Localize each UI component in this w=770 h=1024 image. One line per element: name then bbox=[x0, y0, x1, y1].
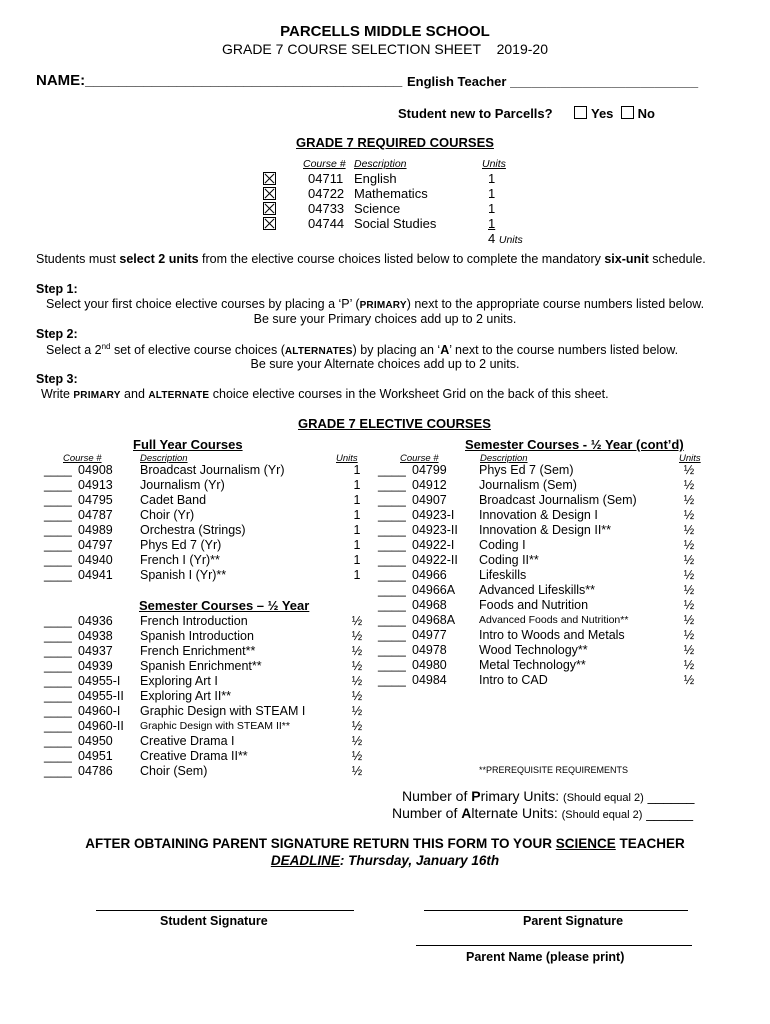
course-row bbox=[378, 673, 699, 688]
course-units: ½ bbox=[351, 734, 363, 748]
name-label: NAME: bbox=[36, 72, 86, 89]
course-row bbox=[44, 463, 364, 478]
new-student-question: Student new to Parcells? bbox=[398, 106, 553, 121]
left-col-units: Units bbox=[336, 453, 358, 464]
selection-blank[interactable]: ____ bbox=[44, 674, 72, 688]
course-code: 04923-I bbox=[412, 508, 455, 522]
course-code: 04960-II bbox=[78, 719, 124, 733]
primary-units-part: rimary Units: bbox=[480, 788, 560, 804]
course-units: ½ bbox=[683, 613, 695, 627]
course-units: ½ bbox=[351, 659, 363, 673]
course-row bbox=[378, 508, 699, 523]
course-description: Innovation & Design I bbox=[479, 508, 598, 522]
course-units: ½ bbox=[683, 463, 695, 477]
course-code: 04799 bbox=[412, 463, 447, 477]
course-row bbox=[378, 583, 699, 598]
course-units: ½ bbox=[351, 629, 363, 643]
course-code: 04966A bbox=[412, 583, 456, 597]
course-description: Advanced Lifeskills** bbox=[479, 583, 596, 597]
deadline-date: : Thursday, January 16th bbox=[339, 853, 500, 868]
course-row bbox=[44, 674, 364, 689]
full-year-table bbox=[44, 463, 364, 583]
step3-label: Step 3: bbox=[36, 372, 78, 386]
course-code: 04955-II bbox=[78, 689, 124, 703]
course-units: 1 bbox=[353, 508, 361, 522]
course-row bbox=[44, 749, 364, 764]
step3-part: choice elective courses in the Worksheet Grid on the back of this sheet. bbox=[209, 387, 609, 401]
required-col-desc: Description bbox=[354, 158, 407, 170]
course-code: 04941 bbox=[78, 568, 113, 582]
no-label: No bbox=[637, 106, 655, 121]
deadline bbox=[0, 853, 770, 868]
course-row bbox=[44, 644, 364, 659]
selection-blank[interactable]: ____ bbox=[378, 628, 406, 642]
required-units bbox=[488, 171, 495, 231]
deadline-label: DEADLINE bbox=[270, 853, 340, 868]
course-row bbox=[378, 643, 699, 658]
parent-name-line[interactable] bbox=[416, 945, 692, 946]
course-units: 1 bbox=[353, 493, 361, 507]
course-row bbox=[44, 629, 364, 644]
required-unit: 1 bbox=[488, 186, 496, 201]
course-row bbox=[378, 568, 699, 583]
prereq-note: **PREREQUISITE REQUIREMENTS bbox=[479, 765, 629, 775]
checked-box-icon bbox=[263, 202, 276, 215]
course-code: 04940 bbox=[78, 553, 113, 567]
course-description: Metal Technology** bbox=[479, 658, 586, 672]
course-description: Phys Ed 7 (Yr) bbox=[140, 538, 222, 552]
name-field[interactable]: ______________________________________ bbox=[85, 72, 403, 89]
course-description: Exploring Art II** bbox=[140, 689, 232, 703]
course-description: Broadcast Journalism (Yr) bbox=[140, 463, 285, 477]
alternate-units-row bbox=[392, 805, 693, 821]
step1-text bbox=[46, 297, 704, 311]
step2-text bbox=[46, 342, 678, 357]
course-code: 04968 bbox=[412, 598, 447, 612]
student-signature-line[interactable] bbox=[96, 910, 354, 911]
course-description: Choir (Yr) bbox=[140, 508, 195, 522]
course-description: Intro to CAD bbox=[479, 673, 548, 687]
selection-blank[interactable]: ____ bbox=[44, 659, 72, 673]
step2-part: ’ next to the course numbers listed below. bbox=[449, 343, 679, 358]
course-code: 04907 bbox=[412, 493, 447, 507]
course-code: 04797 bbox=[78, 538, 113, 552]
course-code: 04787 bbox=[78, 508, 113, 522]
course-code: 04950 bbox=[78, 734, 113, 748]
course-description: Coding II** bbox=[479, 553, 539, 567]
course-units: ½ bbox=[351, 614, 363, 628]
selection-blank[interactable]: ____ bbox=[44, 734, 72, 748]
step2-a: A bbox=[440, 343, 450, 358]
course-description: Advanced Foods and Nutrition** bbox=[479, 614, 629, 626]
return-part: TEACHER bbox=[615, 836, 685, 851]
step2-sup: nd bbox=[101, 342, 111, 351]
course-row bbox=[44, 523, 364, 538]
course-units: ½ bbox=[683, 493, 695, 507]
step2-label: Step 2: bbox=[36, 327, 78, 341]
return-instructions bbox=[0, 836, 770, 851]
course-units: 1 bbox=[353, 568, 361, 582]
selection-blank[interactable]: ____ bbox=[44, 764, 72, 778]
course-code: 04955-I bbox=[78, 674, 121, 688]
course-description: Spanish Introduction bbox=[140, 629, 254, 643]
course-description: Graphic Design with STEAM I bbox=[140, 704, 306, 718]
required-unit: 1 bbox=[488, 201, 496, 216]
course-row bbox=[44, 659, 364, 674]
course-code: 04968A bbox=[412, 613, 456, 627]
course-units: ½ bbox=[683, 583, 695, 597]
left-col-desc: Description bbox=[140, 453, 188, 464]
course-description: Spanish Enrichment** bbox=[140, 659, 262, 673]
course-row bbox=[44, 538, 364, 553]
english-teacher-row bbox=[407, 74, 698, 89]
step2-part: ) by placing an ‘ bbox=[352, 343, 441, 358]
step2-part: set of elective course choices ( bbox=[110, 343, 285, 358]
course-description: French Enrichment** bbox=[140, 644, 256, 658]
course-code: 04989 bbox=[78, 523, 113, 537]
course-code: 04951 bbox=[78, 749, 113, 763]
alternate-units-part: lternate Units: bbox=[471, 805, 558, 821]
course-units: ½ bbox=[351, 719, 363, 733]
required-unit: 1 bbox=[488, 171, 496, 186]
parent-name-label: Parent Name (please print) bbox=[466, 950, 625, 964]
course-code: 04908 bbox=[78, 463, 113, 477]
semester-title: Semester Courses – ½ Year bbox=[139, 598, 310, 613]
yes-checkbox[interactable] bbox=[574, 106, 587, 119]
selection-blank[interactable]: ____ bbox=[378, 583, 406, 597]
required-total-value: 4 bbox=[488, 231, 496, 246]
course-units: 1 bbox=[353, 538, 361, 552]
course-code: 04984 bbox=[412, 673, 447, 687]
course-code: 04795 bbox=[78, 493, 113, 507]
course-code: 04977 bbox=[412, 628, 447, 642]
required-desc: Mathematics bbox=[354, 186, 428, 201]
intro-text bbox=[36, 252, 706, 266]
right-col-desc: Description bbox=[480, 453, 528, 464]
student-signature-label: Student Signature bbox=[160, 914, 268, 928]
selection-blank[interactable]: ____ bbox=[44, 689, 72, 703]
step2-line2: Be sure your Alternate choices add up to 2 units. bbox=[250, 357, 520, 371]
course-description: Intro to Woods and Metals bbox=[479, 628, 625, 642]
required-codes bbox=[308, 171, 344, 231]
selection-blank[interactable]: ____ bbox=[378, 673, 406, 687]
required-col-units: Units bbox=[482, 158, 506, 170]
selection-blank[interactable]: ____ bbox=[44, 629, 72, 643]
step3-part: Write bbox=[41, 387, 74, 401]
course-row bbox=[378, 478, 699, 493]
course-description: Innovation & Design II** bbox=[479, 523, 612, 537]
name-row bbox=[36, 72, 402, 89]
course-units: ½ bbox=[351, 674, 363, 688]
course-units: ½ bbox=[683, 478, 695, 492]
course-description: Creative Drama I bbox=[140, 734, 235, 748]
checked-box-icon bbox=[263, 217, 276, 230]
course-description: Journalism (Yr) bbox=[140, 478, 225, 492]
course-units: ½ bbox=[683, 658, 695, 672]
selection-blank[interactable]: ____ bbox=[44, 508, 72, 522]
selection-blank[interactable]: ____ bbox=[44, 719, 72, 733]
selection-blank[interactable]: ____ bbox=[378, 493, 406, 507]
course-code: 04922-I bbox=[412, 538, 455, 552]
selection-blank[interactable]: ____ bbox=[44, 614, 72, 628]
alternate-units-part: Number of bbox=[392, 805, 462, 821]
course-row bbox=[44, 478, 364, 493]
course-description: Broadcast Journalism (Sem) bbox=[479, 493, 637, 507]
selection-blank[interactable]: ____ bbox=[378, 658, 406, 672]
required-title: GRADE 7 REQUIRED COURSES bbox=[296, 135, 494, 150]
required-code: 04733 bbox=[308, 201, 345, 216]
course-row bbox=[378, 523, 699, 538]
course-units: ½ bbox=[683, 508, 695, 522]
course-row bbox=[378, 538, 699, 553]
selection-blank[interactable]: ____ bbox=[378, 598, 406, 612]
course-description: Lifeskills bbox=[479, 568, 527, 582]
required-total bbox=[488, 231, 523, 246]
course-row bbox=[44, 719, 364, 734]
course-code: 04966 bbox=[412, 568, 447, 582]
course-code: 04937 bbox=[78, 644, 113, 658]
course-code: 04939 bbox=[78, 659, 113, 673]
course-description: Spanish I (Yr)** bbox=[140, 568, 227, 582]
semester-table bbox=[44, 614, 364, 779]
intro-emphasis: six-unit bbox=[604, 252, 649, 266]
primary-units-part: Number of bbox=[402, 788, 472, 804]
step2-part: Select a 2 bbox=[46, 343, 102, 358]
course-row bbox=[44, 704, 364, 719]
course-code: 04786 bbox=[78, 764, 113, 778]
course-units: ½ bbox=[683, 553, 695, 567]
step1-primary: PRIMARY bbox=[359, 300, 407, 311]
primary-units-p: P bbox=[471, 788, 481, 804]
step3-primary: PRIMARY bbox=[73, 390, 121, 401]
step3-alternate: ALTERNATE bbox=[148, 390, 210, 401]
checked-box-icon bbox=[263, 172, 276, 185]
course-code: 04922-II bbox=[412, 553, 458, 567]
course-description: Choir (Sem) bbox=[140, 764, 208, 778]
course-row bbox=[378, 613, 699, 628]
required-code: 04711 bbox=[308, 171, 344, 186]
course-row bbox=[44, 553, 364, 568]
selection-blank[interactable]: ____ bbox=[378, 478, 406, 492]
primary-units-row bbox=[402, 788, 694, 804]
course-description: Wood Technology** bbox=[479, 643, 588, 657]
required-desc: Science bbox=[354, 201, 401, 216]
required-col-course: Course # bbox=[303, 158, 346, 170]
course-row bbox=[378, 658, 699, 673]
course-units: 1 bbox=[353, 463, 361, 477]
course-code: 04980 bbox=[412, 658, 447, 672]
course-row bbox=[378, 553, 699, 568]
course-row bbox=[378, 598, 699, 613]
primary-units-hint: (Should equal 2) bbox=[563, 792, 644, 804]
return-science: SCIENCE bbox=[555, 836, 616, 851]
course-description: Graphic Design with STEAM II** bbox=[140, 720, 290, 732]
sheet-title-text: GRADE 7 COURSE SELECTION SHEET bbox=[221, 41, 482, 57]
course-row bbox=[44, 493, 364, 508]
right-col-units: Units bbox=[679, 453, 701, 464]
course-units: ½ bbox=[351, 764, 363, 778]
step3-part: and bbox=[120, 387, 149, 401]
selection-blank[interactable]: ____ bbox=[44, 644, 72, 658]
selection-blank[interactable]: ____ bbox=[378, 508, 406, 522]
selection-blank[interactable]: ____ bbox=[44, 523, 72, 537]
alternate-units-field[interactable]: ______ bbox=[646, 805, 693, 821]
selection-blank[interactable]: ____ bbox=[44, 704, 72, 718]
course-code: 04923-II bbox=[412, 523, 458, 537]
course-units: 1 bbox=[353, 478, 361, 492]
course-row bbox=[378, 493, 699, 508]
primary-units-field[interactable]: ______ bbox=[647, 788, 695, 804]
selection-blank[interactable]: ____ bbox=[44, 568, 72, 582]
required-desc: English bbox=[354, 171, 397, 186]
new-student-options bbox=[574, 106, 655, 121]
step1-part: ) next to the appropriate course numbers listed below. bbox=[406, 297, 705, 311]
intro-part: from the elective course choices listed below to complete the mandatory bbox=[198, 252, 605, 266]
checked-box-icon bbox=[263, 187, 276, 200]
left-col-course: Course # bbox=[63, 453, 102, 464]
school-name: PARCELLS MIDDLE SCHOOL bbox=[280, 23, 490, 40]
course-description: Foods and Nutrition bbox=[479, 598, 589, 612]
course-code: 04912 bbox=[412, 478, 447, 492]
course-description: Phys Ed 7 (Sem) bbox=[479, 463, 574, 477]
course-units: ½ bbox=[683, 523, 695, 537]
course-units: ½ bbox=[351, 644, 363, 658]
selection-blank[interactable]: ____ bbox=[44, 538, 72, 552]
alternate-units-a: A bbox=[461, 805, 472, 821]
required-desc: Social Studies bbox=[354, 216, 437, 231]
selection-blank[interactable]: ____ bbox=[378, 523, 406, 537]
course-units: ½ bbox=[683, 628, 695, 642]
course-row bbox=[44, 508, 364, 523]
right-col-course: Course # bbox=[400, 453, 439, 464]
step1-label: Step 1: bbox=[36, 282, 78, 296]
course-description: Cadet Band bbox=[140, 493, 207, 507]
selection-blank[interactable]: ____ bbox=[378, 538, 406, 552]
course-description: Orchestra (Strings) bbox=[140, 523, 246, 537]
selection-blank[interactable]: ____ bbox=[44, 478, 72, 492]
step1-line2: Be sure your Primary choices add up to 2 units. bbox=[253, 312, 517, 326]
school-year: 2019-20 bbox=[496, 41, 548, 57]
selection-blank[interactable]: ____ bbox=[378, 568, 406, 582]
intro-emphasis: select 2 units bbox=[119, 252, 199, 266]
english-teacher-label: English Teacher bbox=[407, 74, 507, 89]
course-description: French Introduction bbox=[140, 614, 248, 628]
return-part: AFTER OBTAINING PARENT SIGNATURE RETURN THIS FORM TO YOUR bbox=[85, 836, 556, 851]
english-teacher-field[interactable]: __________________________ bbox=[510, 74, 699, 89]
sheet-title bbox=[0, 41, 770, 57]
required-code: 04744 bbox=[308, 216, 345, 231]
course-code: 04913 bbox=[78, 478, 113, 492]
yes-label: Yes bbox=[591, 106, 614, 121]
course-units: ½ bbox=[351, 704, 363, 718]
course-code: 04936 bbox=[78, 614, 113, 628]
course-units: ½ bbox=[683, 568, 695, 582]
intro-part: schedule. bbox=[648, 252, 706, 266]
course-code: 04960-I bbox=[78, 704, 121, 718]
full-year-title: Full Year Courses bbox=[133, 437, 243, 452]
selection-blank[interactable]: ____ bbox=[44, 493, 72, 507]
course-row bbox=[44, 734, 364, 749]
selection-blank[interactable]: ____ bbox=[378, 463, 406, 477]
selection-blank[interactable]: ____ bbox=[378, 643, 406, 657]
course-units: ½ bbox=[683, 598, 695, 612]
course-row bbox=[44, 764, 364, 779]
course-row bbox=[378, 628, 699, 643]
no-checkbox[interactable] bbox=[621, 106, 634, 119]
course-description: Journalism (Sem) bbox=[479, 478, 577, 492]
intro-part: Students must bbox=[36, 252, 120, 266]
course-row bbox=[378, 463, 699, 478]
course-units: ½ bbox=[351, 689, 363, 703]
parent-signature-line[interactable] bbox=[424, 910, 688, 911]
course-units: 1 bbox=[353, 523, 361, 537]
semester-cont-table bbox=[378, 463, 699, 688]
semester-cont-title: Semester Courses - ½ Year (cont’d) bbox=[465, 437, 684, 452]
course-units: ½ bbox=[683, 673, 695, 687]
course-row bbox=[44, 614, 364, 629]
selection-blank[interactable]: ____ bbox=[378, 613, 406, 627]
alternate-units-hint: (Should equal 2) bbox=[561, 809, 643, 821]
course-row bbox=[44, 689, 364, 704]
course-units: ½ bbox=[683, 538, 695, 552]
course-code: 04938 bbox=[78, 629, 113, 643]
selection-blank[interactable]: ____ bbox=[378, 553, 406, 567]
selection-blank[interactable]: ____ bbox=[44, 749, 72, 763]
required-total-label: Units bbox=[498, 234, 523, 246]
course-units: ½ bbox=[351, 749, 363, 763]
course-description: French I (Yr)** bbox=[140, 553, 220, 567]
electives-title: GRADE 7 ELECTIVE COURSES bbox=[298, 416, 491, 431]
step1-part: Select your first choice elective courses by placing a ‘P’ ( bbox=[46, 297, 360, 311]
required-unit: 1 bbox=[488, 216, 496, 231]
course-code: 04978 bbox=[412, 643, 447, 657]
course-units: ½ bbox=[683, 643, 695, 657]
selection-blank[interactable]: ____ bbox=[44, 463, 72, 477]
course-description: Coding I bbox=[479, 538, 526, 552]
step2-alternates: ALTERNATES bbox=[284, 346, 353, 358]
course-description: Exploring Art I bbox=[140, 674, 218, 688]
step3-text bbox=[41, 387, 609, 401]
course-row bbox=[44, 568, 364, 583]
required-descs bbox=[354, 171, 436, 231]
selection-blank[interactable]: ____ bbox=[44, 553, 72, 567]
parent-signature-label: Parent Signature bbox=[523, 914, 624, 928]
course-units: 1 bbox=[353, 553, 361, 567]
required-code: 04722 bbox=[308, 186, 345, 201]
course-description: Creative Drama II** bbox=[140, 749, 248, 763]
